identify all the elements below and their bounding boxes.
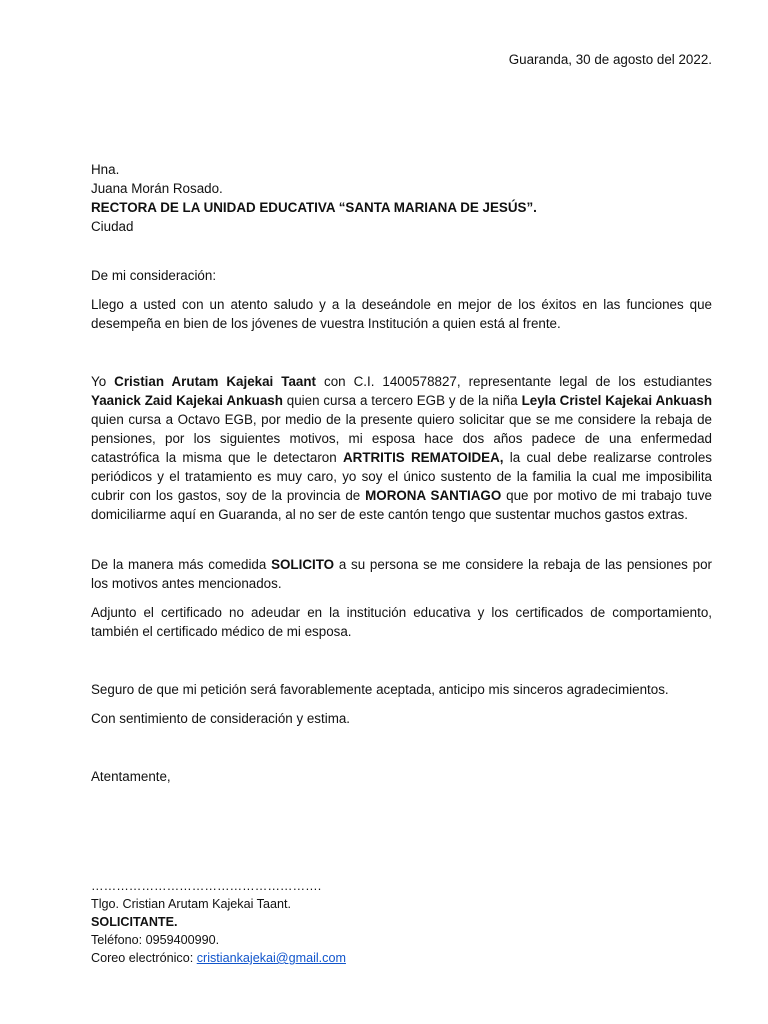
signer-name: Tlgo. Cristian Arutam Kajekai Taant.	[91, 897, 291, 911]
body-paragraph-1	[91, 372, 712, 524]
recipient-position: RECTORA DE LA UNIDAD EDUCATIVA “SANTA MARIANA DE JESÚS”.	[91, 200, 537, 215]
intro-paragraph	[91, 295, 712, 333]
email-link[interactable]: cristiankajekai@gmail.com	[196, 951, 346, 965]
body-paragraph-3	[91, 603, 712, 641]
body-paragraph-3-text: Adjunto el certificado no adeudar en la institución educativa y los certificados de comportamiento, también el certificado médico de mi esposa.	[91, 605, 712, 639]
greeting: De mi consideración:	[91, 268, 217, 283]
representative-name: Cristian Arutam Kajekai Taant	[114, 374, 316, 389]
solicito-keyword: SOLICITO	[271, 557, 335, 572]
p1-text-1: Yo	[91, 374, 115, 389]
recipient-title: Hna.	[91, 162, 120, 177]
closing-hope: Seguro de que mi petición será favorablemente aceptada, anticipo mis sinceros agradecimientos.	[91, 682, 669, 697]
p2-text-2: a su persona se me considere la rebaja de las pensiones por los motivos antes mencionados.	[91, 557, 712, 591]
signer-email-row	[91, 949, 712, 967]
province: MORONA SANTIAGO	[365, 488, 502, 503]
recipient-city: Ciudad	[91, 219, 134, 234]
recipient-name: Juana Morán Rosado.	[91, 181, 223, 196]
recipient-block	[91, 160, 712, 236]
signature-line: ……………………………………………….	[91, 879, 322, 893]
signature-block	[91, 877, 712, 967]
signer-phone: Teléfono: 0959400990.	[91, 933, 220, 947]
student-name-2: Leyla Cristel Kajekai Ankuash	[521, 393, 712, 408]
diagnosis: ARTRITIS REMATOIDEA,	[342, 450, 504, 465]
p1-text-5: la cual debe realizarse controles periódicos y el tratamiento es muy caro, yo soy el único sustento de la familia la cual me imposibilita cubrir con los gastos, soy de la provincia de	[91, 450, 713, 503]
email-label: Coreo electrónico:	[91, 951, 197, 965]
body-paragraph-1-text	[91, 372, 712, 524]
letter-date: Guaranda, 30 de agosto del 2022.	[508, 52, 712, 67]
student-name-1: Yaanick Zaid Kajekai Ankuash	[91, 393, 283, 408]
p1-text-6: que por motivo de mi trabajo tuve domiciliarme aquí en Guaranda, al no ser de este cantón tengo que sustentar muchos gastos extras.	[91, 488, 712, 522]
body-paragraph-2	[91, 555, 712, 593]
p2-text-1: De la manera más comedida	[91, 557, 272, 572]
body-paragraph-2-text	[91, 555, 712, 593]
signer-role: SOLICITANTE.	[91, 915, 178, 929]
p1-text-3: quien cursa a tercero EGB y de la niña	[282, 393, 522, 408]
p1-text-4: quien cursa a Octavo EGB, por medio de la presente quiero solicitar que se me considere la rebaja de pensiones, por los siguientes motivos, mi esposa hace dos años padece de una enfermedad catastrófica la misma que le detectaron	[91, 412, 712, 465]
sign-off: Atentamente,	[91, 769, 171, 784]
closing-regards: Con sentimiento de consideración y estima.	[91, 711, 351, 726]
p1-text-2: con C.I. 1400578827, representante legal de los estudiantes	[316, 374, 713, 389]
intro-text: Llego a usted con un atento saludo y a la deseándole en mejor de los éxitos en las funciones que desempeña en bien de los jóvenes de vuestra Institución a quien está al frente.	[91, 297, 712, 331]
